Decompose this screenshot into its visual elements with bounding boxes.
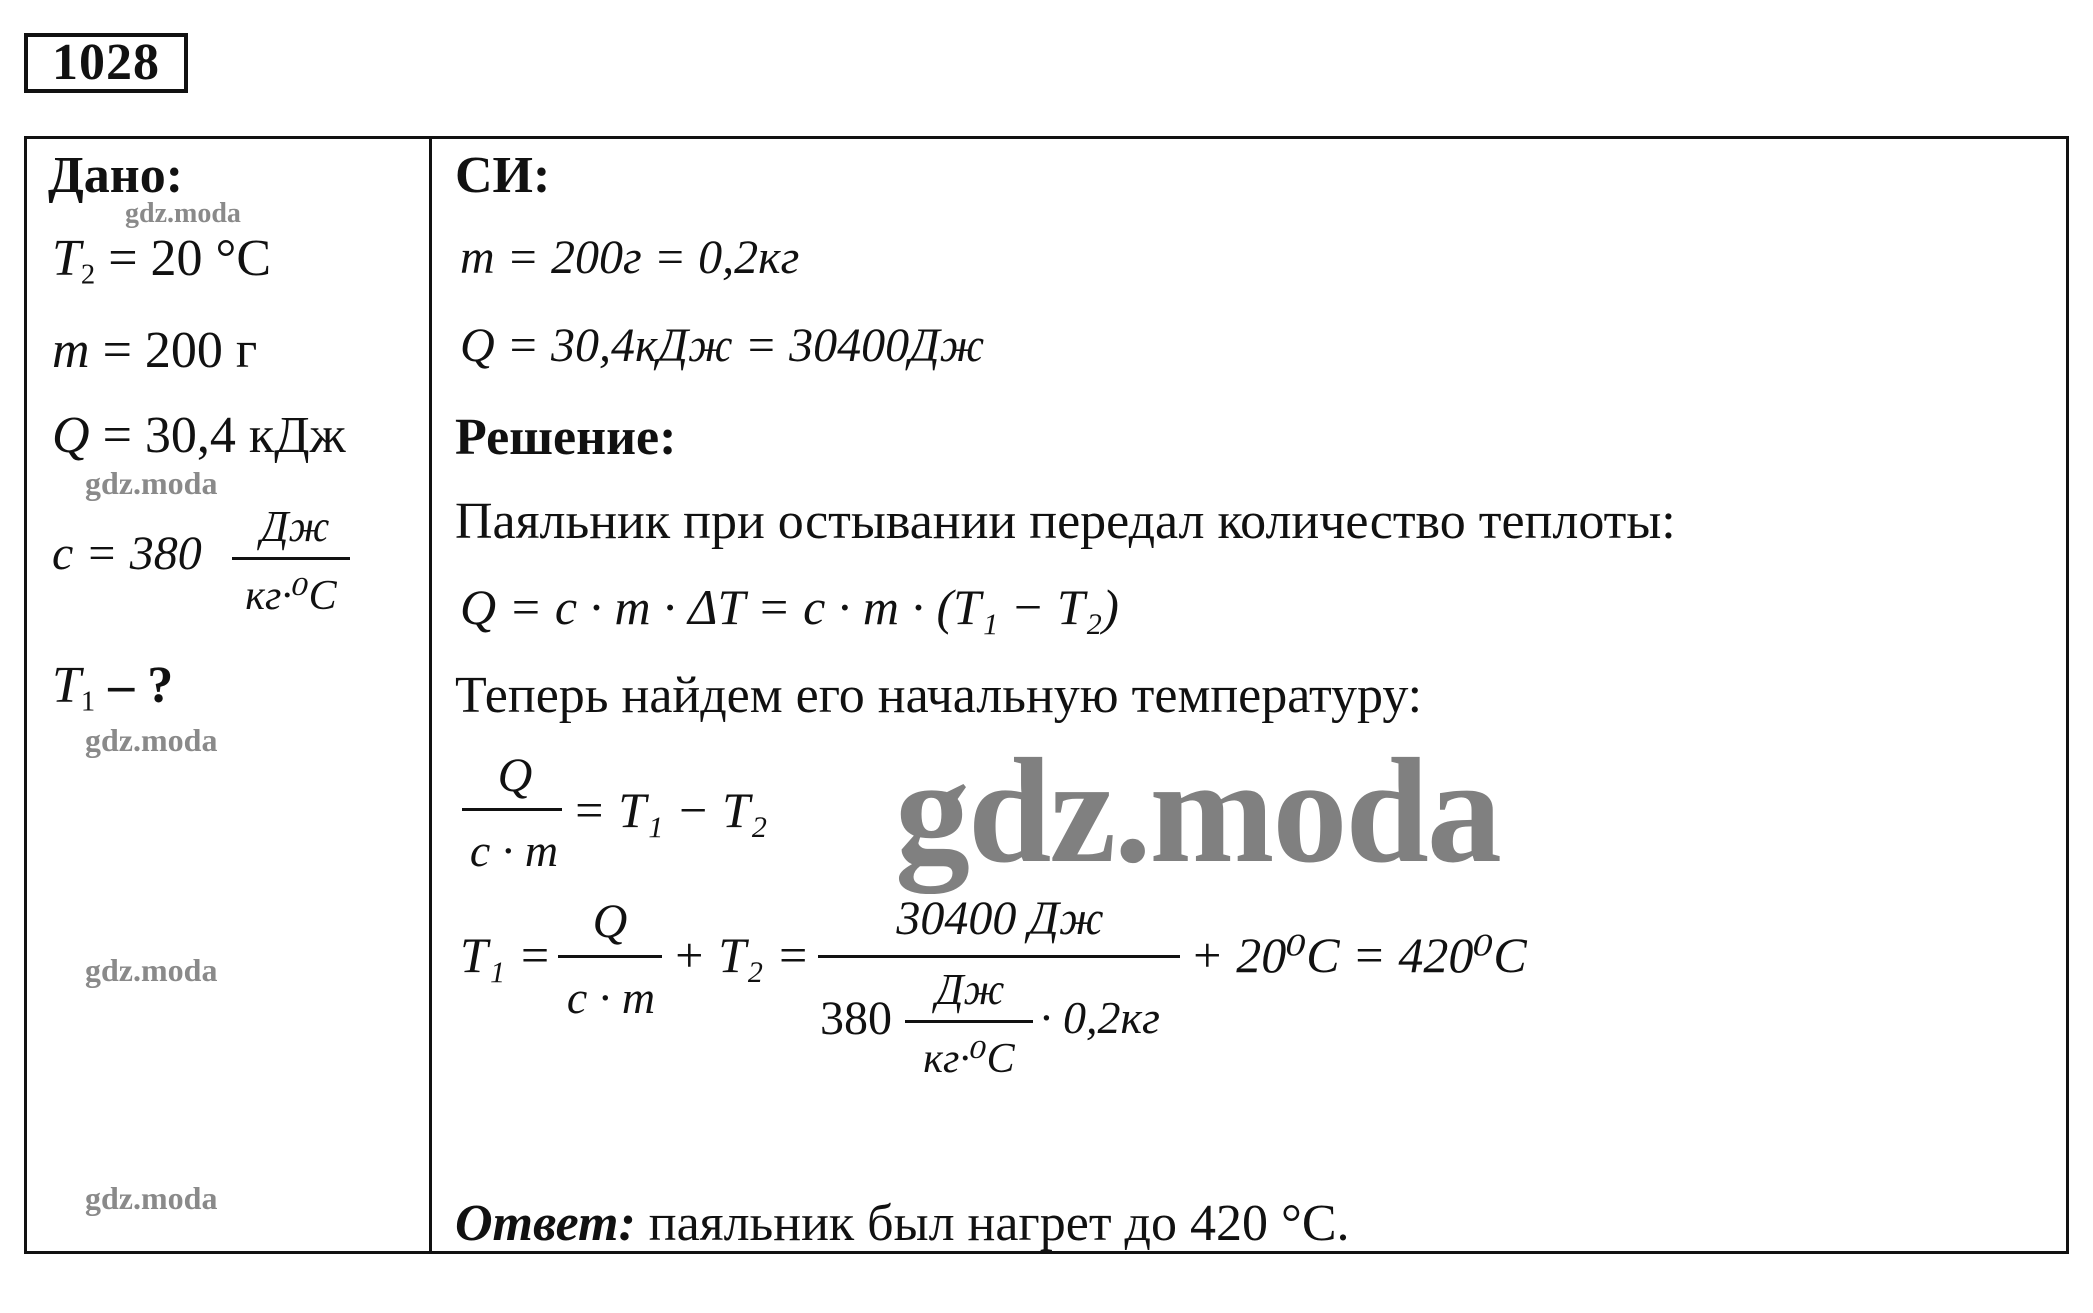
given-c-unit-num: Дж: [260, 502, 330, 551]
given-heat: Q = 30,4 кДж: [52, 407, 346, 464]
f2-denominator: c · m: [469, 825, 559, 876]
answer-line: [455, 1195, 1350, 1252]
f3-fraction-bar: [558, 955, 662, 958]
f3-den-left: 380: [820, 992, 892, 1045]
f3-den-unit-bar: [905, 1020, 1033, 1023]
answer-text: паяльник был нагрет до 420 °C.: [648, 1195, 1350, 1252]
given-c-lhs: c = 380: [52, 527, 202, 580]
given-mass: m = 200 г: [52, 322, 258, 379]
f3-big-fraction-bar: [818, 955, 1180, 958]
f3-lhs: T₁ =: [460, 927, 552, 983]
f2-fraction-bar: [462, 808, 562, 811]
f3-den-unit-den: кг·⁰C: [923, 1036, 1015, 1082]
solution-text-2: Теперь найдем его начальную температуру:: [455, 667, 1423, 724]
f3-numerator: Q: [592, 895, 628, 948]
solution-header: Решение:: [455, 409, 677, 466]
given-c-fraction-bar: [232, 557, 350, 560]
f3-denominator: c · m: [566, 972, 656, 1023]
watermark-small-3: gdz.moda: [85, 722, 218, 758]
watermark-small-2: gdz.moda: [85, 465, 218, 501]
si-mass-line: m = 200г = 0,2кг: [460, 231, 800, 284]
watermark-small-4: gdz.moda: [85, 952, 218, 988]
f3-big-numerator: 30400 Дж: [896, 892, 1104, 945]
f3-den-unit-num: Дж: [935, 965, 1005, 1014]
given-header: Дано:: [48, 147, 184, 204]
f3-middle: + T₂ =: [672, 927, 810, 983]
given-c-unit-den: кг·⁰C: [245, 573, 337, 619]
given-t2: $T_2 = 20$ °C: [52, 230, 272, 291]
column-divider: [429, 136, 432, 1254]
f3-den-right: · 0,2кг: [1040, 992, 1160, 1043]
solution-text-1: Паяльник при остывании передал количество теплоты:: [455, 493, 1676, 550]
watermark-small-1: gdz.moda: [125, 198, 241, 229]
f2-numerator: Q: [497, 749, 533, 802]
watermark-big: gdz.moda: [895, 728, 1500, 894]
f2-rhs: = T₁ − T₂: [572, 782, 768, 838]
si-header: СИ:: [455, 147, 551, 204]
f3-tail: + 20⁰C = 420⁰C: [1190, 927, 1527, 983]
si-heat-line: Q = 30,4кДж = 30400Дж: [460, 319, 985, 372]
problem-number: 1028: [24, 33, 188, 93]
answer-label: Ответ:: [455, 1195, 636, 1252]
given-t1-unknown: $T_1$ – ?: [52, 657, 174, 718]
solution-formula-1: Q = c · m · ΔT = c · m · (T₁ − T₂): [460, 579, 1119, 635]
watermark-small-5: gdz.moda: [85, 1180, 218, 1216]
